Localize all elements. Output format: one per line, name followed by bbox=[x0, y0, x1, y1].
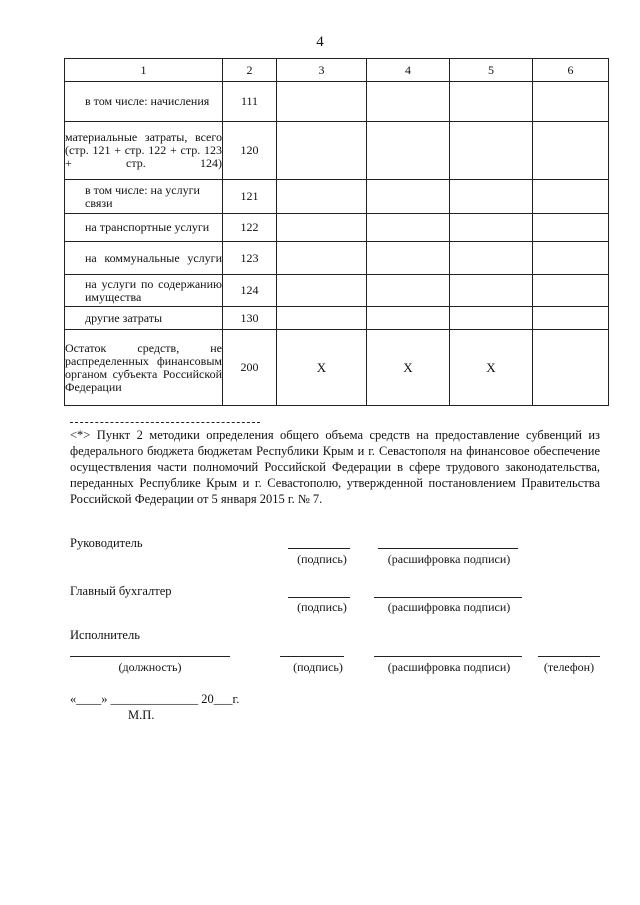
executor-phone-line bbox=[538, 656, 600, 657]
cell bbox=[533, 307, 609, 330]
executor-phone-caption: (телефон) bbox=[543, 660, 595, 674]
cell bbox=[277, 275, 367, 307]
cell bbox=[450, 307, 533, 330]
head-sign-line bbox=[288, 548, 350, 549]
executor-label: Исполнитель bbox=[70, 628, 140, 642]
table-row bbox=[65, 307, 609, 330]
cell bbox=[533, 242, 609, 275]
head-label: Руководитель bbox=[70, 536, 143, 550]
row-code: 130 bbox=[223, 307, 277, 330]
column-header: 3 bbox=[277, 59, 367, 82]
report-table bbox=[64, 58, 609, 406]
table-row bbox=[65, 122, 609, 180]
column-header: 6 bbox=[533, 59, 609, 82]
cell bbox=[367, 275, 450, 307]
row-code: 111 bbox=[223, 82, 277, 122]
footnote-separator bbox=[70, 422, 260, 423]
chief-sign-caption: (подпись) bbox=[297, 600, 347, 614]
cell: X bbox=[367, 330, 450, 406]
footnote bbox=[70, 422, 600, 507]
footnote-text: <*> Пункт 2 методики определения общего объема средств на предоставление субвенций из федерального бюджета бюджетам Республики Крым и г. Севастополя на финансовое обеспечение осуществления части полномочий Российской Федерации в сфере трудового законодательства, переданных Республике Крым и г. Севастополю, утвержденной постановлением Правительства Российской Федерации от 5 января 2015 г. № 7. bbox=[70, 428, 600, 506]
row-label: на транспортные услуги bbox=[65, 214, 223, 242]
stamp-place: М.П. bbox=[128, 708, 155, 722]
row-code: 120 bbox=[223, 122, 277, 180]
cell bbox=[533, 330, 609, 406]
cell bbox=[367, 82, 450, 122]
row-label: в том числе: начисления bbox=[65, 82, 223, 122]
date-line: «____» ______________ 20___г. bbox=[70, 692, 240, 706]
column-header: 2 bbox=[223, 59, 277, 82]
cell bbox=[533, 214, 609, 242]
row-label: на услуги по содержанию имущества bbox=[65, 275, 223, 307]
cell bbox=[450, 214, 533, 242]
executor-decode-line bbox=[374, 656, 522, 657]
cell bbox=[533, 122, 609, 180]
head-sign-caption: (подпись) bbox=[297, 552, 347, 566]
cell bbox=[277, 180, 367, 214]
page-number: 4 bbox=[316, 34, 324, 50]
cell bbox=[367, 214, 450, 242]
row-code: 200 bbox=[223, 330, 277, 406]
executor-position-line bbox=[70, 656, 230, 657]
column-header: 4 bbox=[367, 59, 450, 82]
row-label: материальные затраты, всего (стр. 121 + стр. 122 + стр. 123 + стр. 124) bbox=[65, 122, 223, 180]
executor-position-caption: (должность) bbox=[118, 660, 182, 674]
chief-sign-line bbox=[288, 597, 350, 598]
table-row bbox=[65, 242, 609, 275]
cell bbox=[367, 180, 450, 214]
cell bbox=[533, 82, 609, 122]
cell bbox=[450, 82, 533, 122]
head-decode-caption: (расшифровка подписи) bbox=[387, 552, 511, 566]
row-label: в том числе: на услуги связи bbox=[65, 180, 223, 214]
cell bbox=[277, 307, 367, 330]
chief-decode-caption: (расшифровка подписи) bbox=[387, 600, 511, 614]
row-code: 121 bbox=[223, 180, 277, 214]
chief-accountant-label: Главный бухгалтер bbox=[70, 584, 172, 598]
chief-decode-line bbox=[374, 597, 522, 598]
row-code: 122 bbox=[223, 214, 277, 242]
column-header: 5 bbox=[450, 59, 533, 82]
cell bbox=[277, 82, 367, 122]
cell: X bbox=[450, 330, 533, 406]
column-header: 1 bbox=[65, 59, 223, 82]
cell bbox=[367, 242, 450, 275]
row-label: на коммунальные услуги bbox=[65, 242, 223, 275]
head-decode-line bbox=[378, 548, 518, 549]
row-label: другие затраты bbox=[65, 307, 223, 330]
cell bbox=[450, 242, 533, 275]
cell bbox=[450, 275, 533, 307]
row-code: 124 bbox=[223, 275, 277, 307]
table-row bbox=[65, 275, 609, 307]
cell bbox=[277, 242, 367, 275]
table-header-row bbox=[65, 59, 609, 82]
table-row bbox=[65, 180, 609, 214]
cell bbox=[450, 122, 533, 180]
cell bbox=[450, 180, 533, 214]
executor-sign-line bbox=[280, 656, 344, 657]
row-label: Остаток средств, не распределенных финансовым органом субъекта Российской Федерации bbox=[65, 330, 223, 406]
executor-sign-caption: (подпись) bbox=[293, 660, 343, 674]
row-code: 123 bbox=[223, 242, 277, 275]
cell bbox=[367, 307, 450, 330]
table-row bbox=[65, 214, 609, 242]
cell bbox=[277, 214, 367, 242]
table-row bbox=[65, 82, 609, 122]
cell bbox=[367, 122, 450, 180]
cell bbox=[533, 275, 609, 307]
executor-decode-caption: (расшифровка подписи) bbox=[387, 660, 511, 674]
cell bbox=[533, 180, 609, 214]
table-row bbox=[65, 330, 609, 406]
cell: X bbox=[277, 330, 367, 406]
cell bbox=[277, 122, 367, 180]
